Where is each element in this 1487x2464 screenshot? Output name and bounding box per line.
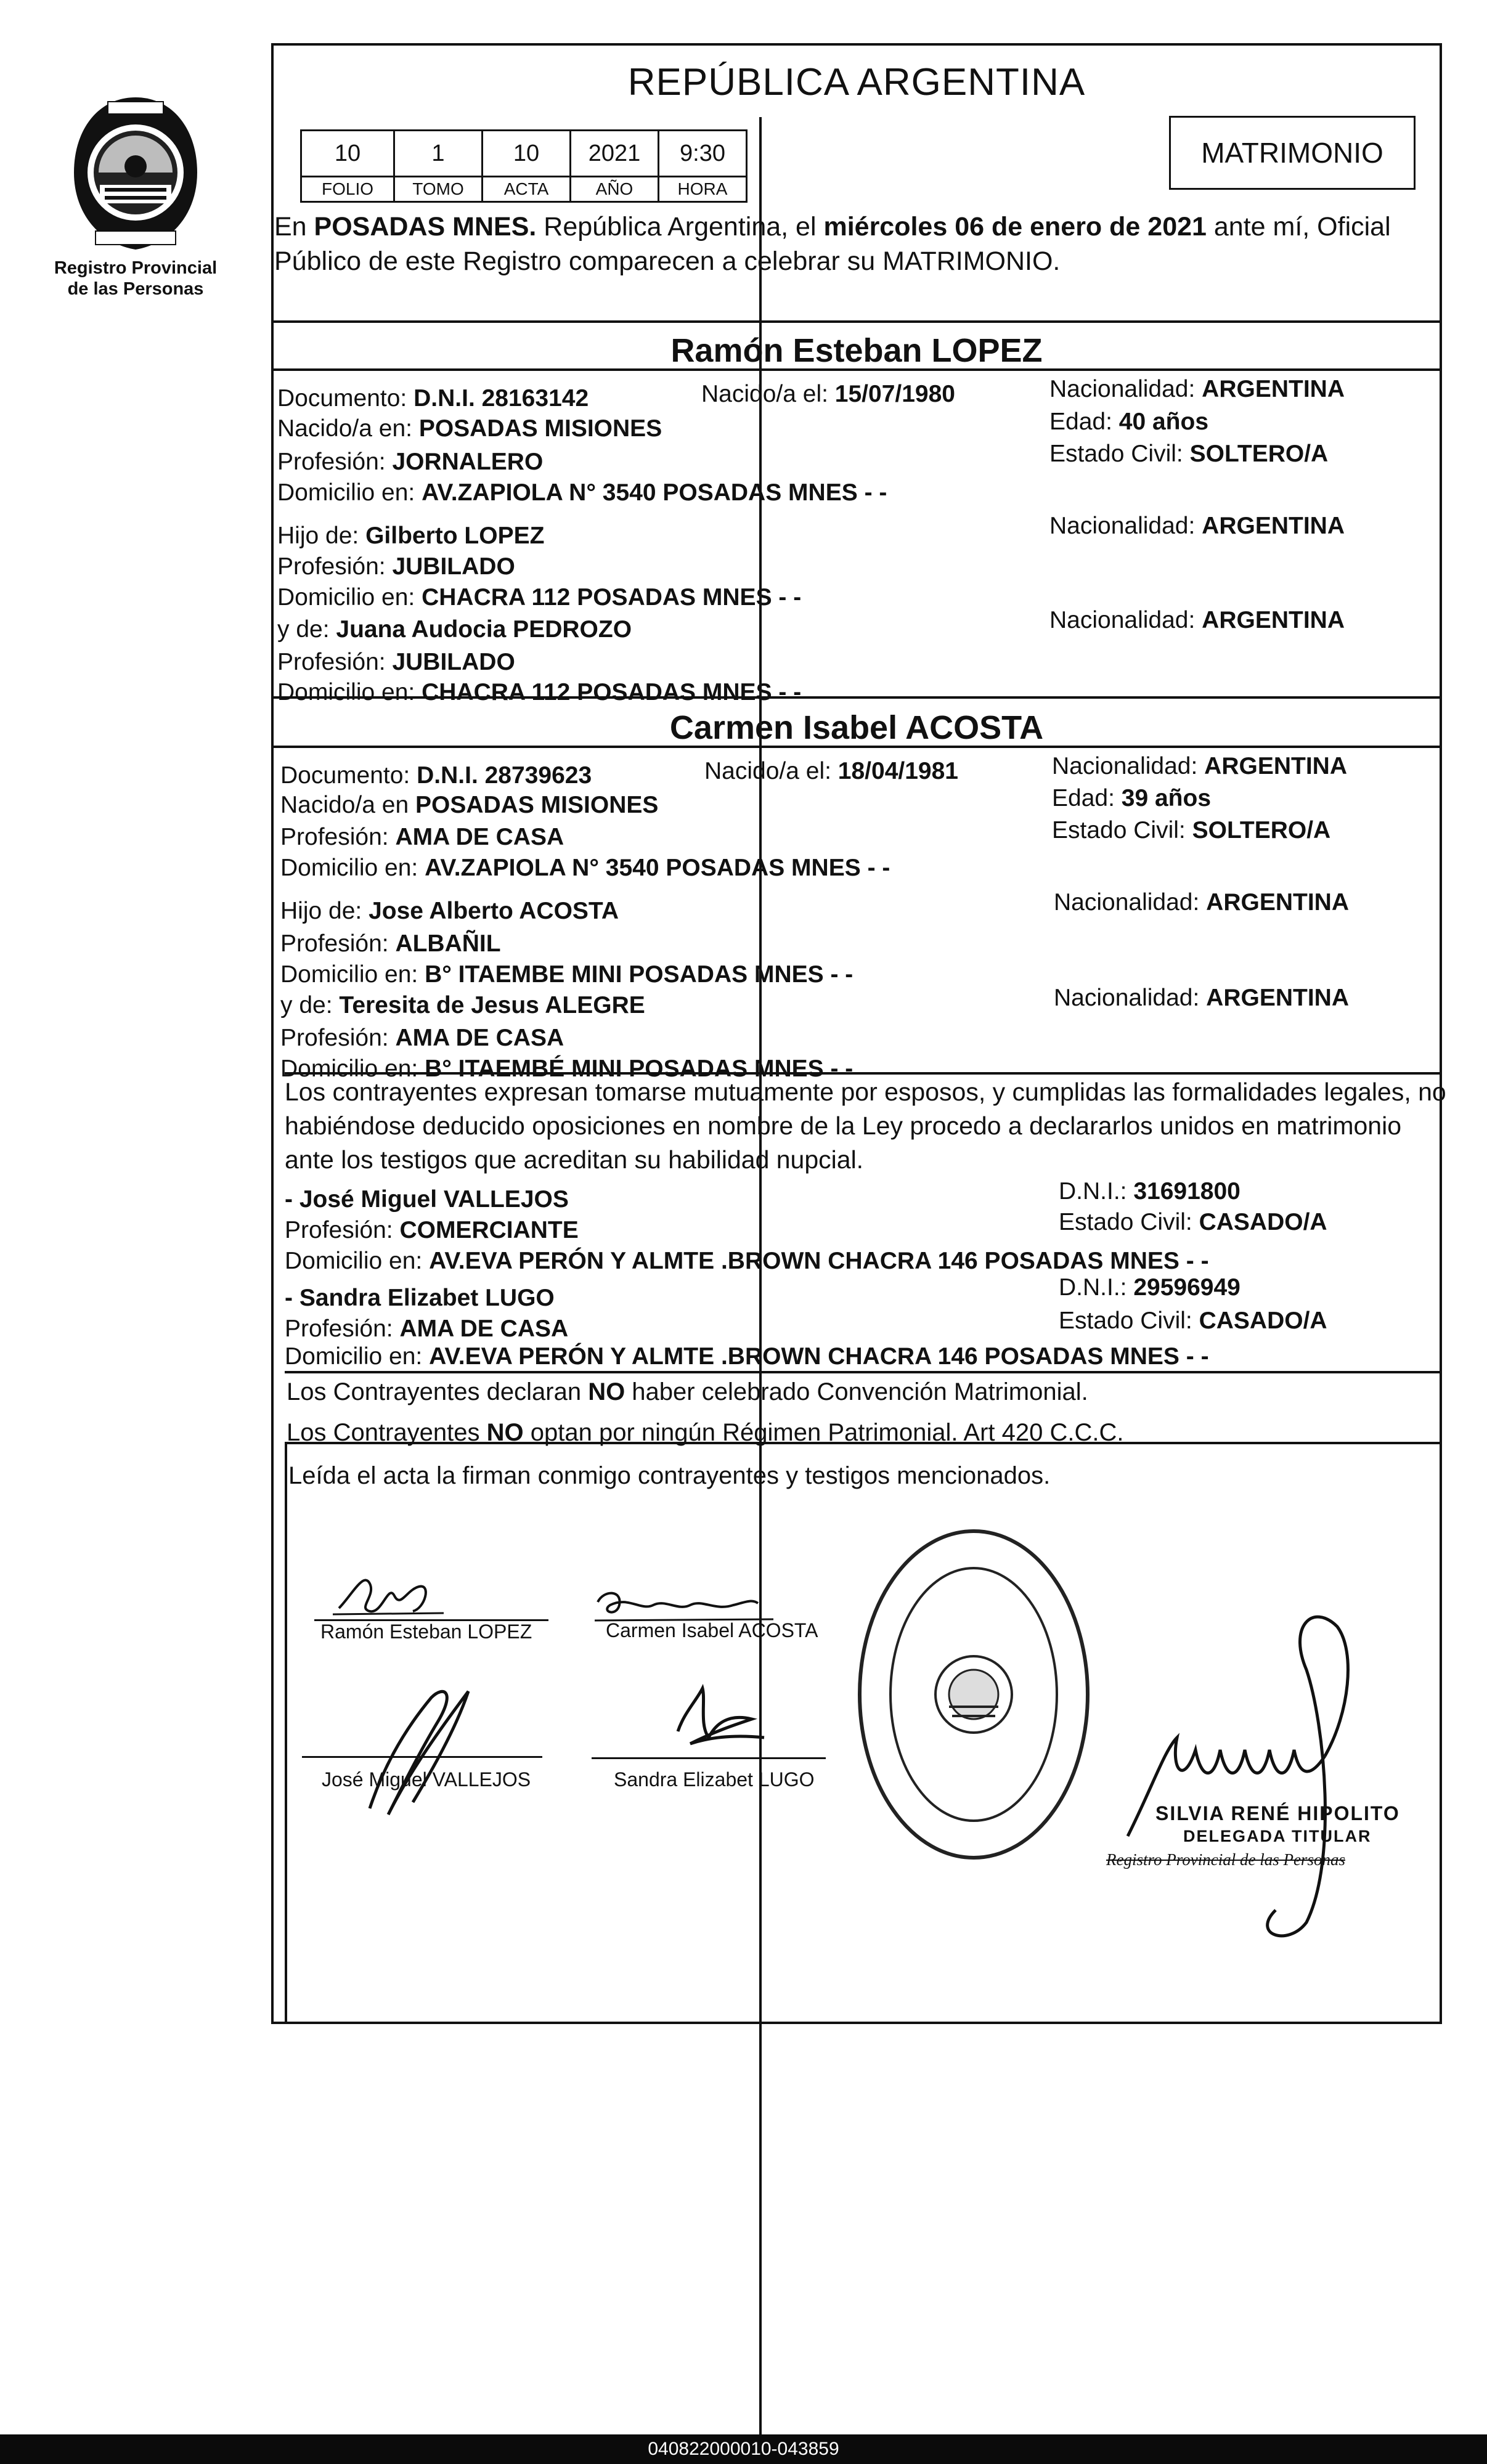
- witness2-signature-scribble: [659, 1676, 770, 1756]
- logo-caption: [37, 258, 234, 299]
- groom-mother-nationality: Nacionalidad: ARGENTINA: [1049, 607, 1345, 633]
- witness2-profession: Profesión: AMA DE CASA: [285, 1315, 569, 1342]
- groom-father: Hijo de: Gilberto LOPEZ: [277, 522, 545, 549]
- signature-line: [592, 1757, 826, 1759]
- groom-father-address: Domicilio en: CHACRA 112 POSADAS MNES - -: [277, 584, 802, 611]
- groom-signature-scribble: [327, 1559, 450, 1627]
- groom-father-nationality: Nacionalidad: ARGENTINA: [1049, 513, 1345, 539]
- divider: [285, 1072, 1442, 1075]
- witness1-dni: D.N.I.: 31691800: [1059, 1178, 1241, 1205]
- logo-caption-line-2: de las Personas: [67, 279, 204, 299]
- convention-line-2: Los Contrayentes NO optan por ningún Régimen Patrimonial. Art 420 C.C.C.: [287, 1419, 1124, 1446]
- tomo-value: 1: [394, 131, 483, 177]
- bride-signature-label: Carmen Isabel ACOSTA: [606, 1619, 818, 1641]
- divider: [271, 368, 1442, 371]
- intro-text-2: República Argentina, el: [536, 212, 824, 242]
- groom-signature-label: Ramón Esteban LOPEZ: [320, 1620, 532, 1643]
- bride-father-nationality: Nacionalidad: ARGENTINA: [1054, 889, 1350, 916]
- hour-label: HORA: [659, 177, 747, 202]
- convention-line-1: Los Contrayentes declaran NO haber celebrado Convención Matrimonial.: [287, 1378, 1088, 1405]
- hour-value: 9:30: [659, 131, 747, 177]
- witness2-address: Domicilio en: AV.EVA PERÓN Y ALMTE .BROWN CHACRA 146 POSADAS MNES - -: [285, 1343, 1209, 1370]
- bride-profession: Profesión: AMA DE CASA: [280, 824, 564, 850]
- official-office: Registro Provincial de las Personas: [1106, 1850, 1345, 1869]
- bride-mother-address: Domicilio en: B° ITAEMBÉ MINI POSADAS MNES - -: [280, 1055, 853, 1082]
- intro-paragraph: [274, 209, 1442, 279]
- groom-age: Edad: 40 años: [1049, 409, 1209, 435]
- declaration-paragraph: Los contrayentes expresan tomarse mutuamente por esposos, y cumplidas las formalidades legales, no habiéndose deducido oposiciones en nombre de la Ley procedo a declararlos unidos en matrimonio ante los testigos que acreditan su habilidad nupcial.: [285, 1078, 1446, 1174]
- document-type-box: MATRIMONIO: [1169, 116, 1416, 190]
- official-name: SILVIA RENÉ HIPOLITO: [1155, 1802, 1400, 1824]
- divider: [285, 1371, 1442, 1373]
- bride-mother-profession: Profesión: AMA DE CASA: [280, 1025, 564, 1051]
- bride-father-address: Domicilio en: B° ITAEMBE MINI POSADAS MNES - -: [280, 961, 853, 988]
- bride-mother-nationality: Nacionalidad: ARGENTINA: [1054, 985, 1350, 1011]
- acta-label: ACTA: [483, 177, 571, 202]
- divider: [271, 320, 1442, 323]
- groom-address: Domicilio en: AV.ZAPIOLA N° 3540 POSADAS MNES - -: [277, 479, 887, 506]
- bride-birth-date: Nacido/a el: 18/04/1981: [704, 758, 958, 784]
- divider: [271, 746, 1442, 748]
- intro-text-1: En: [274, 212, 314, 242]
- witness2-signature-label: Sandra Elizabet LUGO: [614, 1768, 815, 1791]
- bride-birthplace: Nacido/a en POSADAS MISIONES: [280, 792, 659, 818]
- page-title: REPÚBLICA ARGENTINA: [627, 61, 1086, 104]
- bride-age: Edad: 39 años: [1052, 785, 1212, 811]
- intro-place: POSADAS MNES.: [314, 212, 537, 242]
- divider: [271, 696, 1442, 699]
- groom-civil-status: Estado Civil: SOLTERO/A: [1049, 441, 1329, 467]
- groom-document: Documento: D.N.I. 28163142: [277, 385, 589, 412]
- bride-name-heading: Carmen Isabel ACOSTA: [669, 709, 1044, 746]
- groom-mother-address: Domicilio en: CHACRA 112 POSADAS MNES - -: [277, 679, 802, 705]
- witness1-signature-label: José Miguel VALLEJOS: [322, 1768, 531, 1791]
- bride-nationality: Nacionalidad: ARGENTINA: [1052, 753, 1348, 779]
- groom-profession: Profesión: JORNALERO: [277, 449, 544, 475]
- groom-nationality: Nacionalidad: ARGENTINA: [1049, 376, 1345, 402]
- province-seal-logo: [62, 92, 210, 253]
- folio-label: FOLIO: [301, 177, 394, 202]
- bride-mother: y de: Teresita de Jesus ALEGRE: [280, 992, 645, 1019]
- groom-father-profession: Profesión: JUBILADO: [277, 553, 515, 580]
- year-label: AÑO: [571, 177, 659, 202]
- intro-date: miércoles 06 de enero de 2021: [823, 212, 1207, 242]
- official-stamp: [853, 1522, 1094, 1867]
- intro-text-3: ante mí, Oficial Público de este Registro comparecen a celebrar su MATRIMONIO.: [274, 212, 1391, 276]
- signature-line: [302, 1756, 542, 1758]
- tomo-label: TOMO: [394, 177, 483, 202]
- bride-address: Domicilio en: AV.ZAPIOLA N° 3540 POSADAS MNES - -: [280, 855, 890, 881]
- footer-barcode-text: 040822000010-043859: [0, 2434, 1487, 2464]
- witness2-civil-status: Estado Civil: CASADO/A: [1059, 1307, 1327, 1334]
- bride-document: Documento: D.N.I. 28739623: [280, 762, 592, 789]
- bride-civil-status: Estado Civil: SOLTERO/A: [1052, 817, 1331, 844]
- acta-value: 10: [483, 131, 571, 177]
- registry-table: [300, 129, 748, 203]
- witness2-dni: D.N.I.: 29596949: [1059, 1274, 1241, 1301]
- closing-text: Leída el acta la firman conmigo contrayentes y testigos mencionados.: [288, 1462, 1051, 1489]
- groom-mother: y de: Juana Audocia PEDROZO: [277, 616, 632, 643]
- witness1-name: - José Miguel VALLEJOS: [285, 1186, 569, 1213]
- folio-value: 10: [301, 131, 394, 177]
- logo-caption-line-1: Registro Provincial: [54, 258, 218, 278]
- official-signature-scribble: [1103, 1602, 1362, 1947]
- witness2-name: - Sandra Elizabet LUGO: [285, 1285, 555, 1311]
- groom-mother-profession: Profesión: JUBILADO: [277, 649, 515, 675]
- witness1-signature-scribble: [345, 1673, 493, 1821]
- witness1-profession: Profesión: COMERCIANTE: [285, 1217, 579, 1243]
- witness1-address: Domicilio en: AV.EVA PERÓN Y ALMTE .BROWN CHACRA 146 POSADAS MNES - -: [285, 1248, 1209, 1274]
- groom-name-heading: Ramón Esteban LOPEZ: [670, 332, 1043, 369]
- official-role: DELEGADA TITULAR: [1183, 1827, 1372, 1845]
- bride-father-profession: Profesión: ALBAÑIL: [280, 930, 501, 957]
- groom-birth-date: Nacido/a el: 15/07/1980: [701, 381, 955, 407]
- bride-father: Hijo de: Jose Alberto ACOSTA: [280, 898, 619, 924]
- witness1-civil-status: Estado Civil: CASADO/A: [1059, 1209, 1327, 1235]
- year-value: 2021: [571, 131, 659, 177]
- groom-birthplace: Nacido/a en: POSADAS MISIONES: [277, 415, 662, 442]
